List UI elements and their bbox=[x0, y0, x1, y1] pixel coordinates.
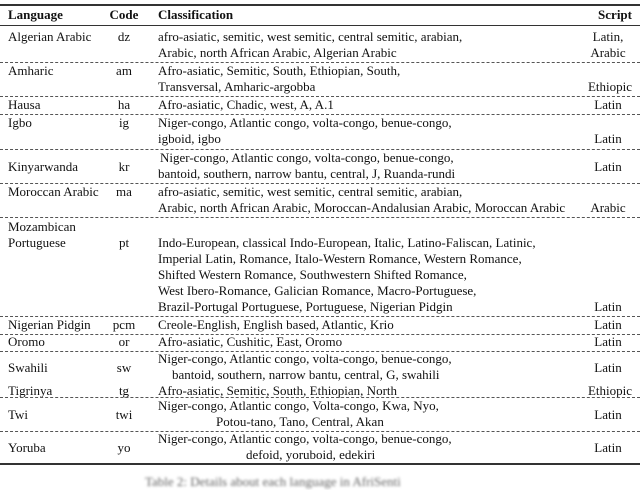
table-caption: Table 2: Details about each language in AfriSenti bbox=[145, 474, 401, 489]
cell-classification: bantoid, southern, narrow bantu, central, G, swahili bbox=[172, 367, 440, 382]
cell-classification: Creole-English, English based, Atlantic, Krio bbox=[158, 317, 394, 332]
cell-classification: Niger-congo, Atlantic congo, Volta-congo, Kwa, Nyo, bbox=[158, 398, 439, 413]
cell-script: Latin bbox=[594, 159, 622, 174]
cell-script: Latin bbox=[594, 131, 622, 146]
cell-classification: Niger-congo, Atlantic congo, volta-congo, benue-congo, bbox=[158, 431, 452, 446]
cell-classification: Transversal, Amharic-argobba bbox=[158, 79, 316, 94]
cell-classification: Potou-tano, Tano, Central, Akan bbox=[216, 414, 384, 429]
cell-language: Nigerian Pidgin bbox=[8, 317, 91, 332]
header-language: Language bbox=[8, 7, 63, 22]
cell-classification: Niger-congo, Atlantic congo, volta-congo, benue-congo, bbox=[158, 115, 452, 130]
cell-script: Ethiopic bbox=[587, 383, 632, 398]
cell-code: or bbox=[118, 334, 130, 349]
cell-classification: Shifted Western Romance, Southwestern Shifted Romance, bbox=[158, 267, 467, 282]
cell-classification: Arabic, north African Arabic, Algerian Arabic bbox=[158, 45, 397, 60]
cell-classification: igboid, igbo bbox=[158, 131, 221, 146]
cell-script: Latin bbox=[594, 360, 622, 375]
cell-classification: defoid, yoruboid, edekiri bbox=[246, 447, 376, 462]
cell-classification: Indo-European, classical Indo-European, Italic, Latino-Faliscan, Latinic, bbox=[158, 235, 536, 250]
cell-classification: afro-asiatic, semitic, west semitic, central semitic, arabian, bbox=[158, 184, 463, 199]
cell-script: Arabic bbox=[590, 45, 626, 60]
cell-language: Moroccan Arabic bbox=[8, 184, 99, 199]
cell-code: am bbox=[116, 63, 132, 78]
cell-language: Portuguese bbox=[8, 235, 66, 250]
cell-code: yo bbox=[117, 440, 131, 455]
cell-code: tg bbox=[118, 383, 130, 398]
cell-code: dz bbox=[117, 29, 131, 44]
cell-language: Amharic bbox=[8, 63, 54, 78]
cell-language: Yoruba bbox=[8, 440, 46, 455]
cell-language: Swahili bbox=[8, 360, 48, 375]
cell-language: Kinyarwanda bbox=[8, 159, 79, 174]
cell-code: kr bbox=[118, 159, 130, 174]
cell-code: sw bbox=[116, 360, 132, 375]
cell-classification: bantoid, southern, narrow bantu, central, J, Ruanda-rundi bbox=[158, 166, 456, 181]
cell-language: Algerian Arabic bbox=[8, 29, 92, 44]
cell-script: Latin bbox=[594, 97, 622, 112]
bottom-rule bbox=[0, 463, 640, 465]
cell-classification: afro-asiatic, semitic, west semitic, central semitic, arabian, bbox=[158, 29, 463, 44]
cell-classification: Arabic, north African Arabic, Moroccan-Andalusian Arabic, Moroccan Arabic bbox=[158, 200, 566, 215]
cell-language: Mozambican bbox=[8, 219, 76, 234]
cell-language: Twi bbox=[8, 407, 29, 422]
cell-script: Arabic bbox=[590, 200, 626, 215]
header-script: Script bbox=[598, 7, 632, 22]
top-rule bbox=[0, 4, 640, 6]
cell-code: pt bbox=[118, 235, 130, 250]
cell-code: twi bbox=[115, 407, 133, 422]
cell-code: ig bbox=[118, 115, 130, 130]
cell-classification: Afro-asiatic, Semitic, South, Ethiopian, North bbox=[158, 383, 398, 398]
cell-classification: Niger-congo, Atlantic congo, volta-congo, benue-congo, bbox=[160, 150, 454, 165]
cell-classification: Afro-asiatic, Chadic, west, A, A.1 bbox=[158, 97, 334, 112]
cell-classification: Afro-asiatic, Cushitic, East, Oromo bbox=[158, 334, 343, 349]
cell-classification: Brazil-Portugal Portuguese, Portuguese, Nigerian Pidgin bbox=[158, 299, 453, 314]
cell-script: Latin bbox=[594, 334, 622, 349]
cell-language: Igbo bbox=[8, 115, 32, 130]
header-classification: Classification bbox=[158, 7, 234, 22]
cell-language: Hausa bbox=[8, 97, 41, 112]
cell-script: Latin bbox=[594, 440, 622, 455]
cell-code: pcm bbox=[112, 317, 136, 332]
cell-classification: Niger-congo, Atlantic congo, volta-congo, benue-congo, bbox=[158, 351, 452, 366]
cell-script: Latin bbox=[594, 407, 622, 422]
cell-script: Latin bbox=[594, 317, 622, 332]
cell-script: Latin bbox=[594, 299, 622, 314]
header-code: Code bbox=[109, 7, 139, 22]
header-rule bbox=[0, 25, 640, 26]
cell-language: Oromo bbox=[8, 334, 45, 349]
cell-script: Ethiopic bbox=[587, 79, 632, 94]
cell-classification: West Ibero-Romance, Galician Romance, Macro-Portuguese, bbox=[158, 283, 477, 298]
row-divider bbox=[0, 217, 640, 218]
cell-classification: Afro-asiatic, Semitic, South, Ethiopian, South, bbox=[158, 63, 401, 78]
cell-script: Latin, bbox=[592, 29, 624, 44]
cell-language: Tigrinya bbox=[8, 383, 53, 398]
cell-code: ha bbox=[117, 97, 131, 112]
cell-code: ma bbox=[116, 184, 132, 199]
cell-classification: Imperial Latin, Romance, Italo-Western Romance, Western Romance, bbox=[158, 251, 522, 266]
